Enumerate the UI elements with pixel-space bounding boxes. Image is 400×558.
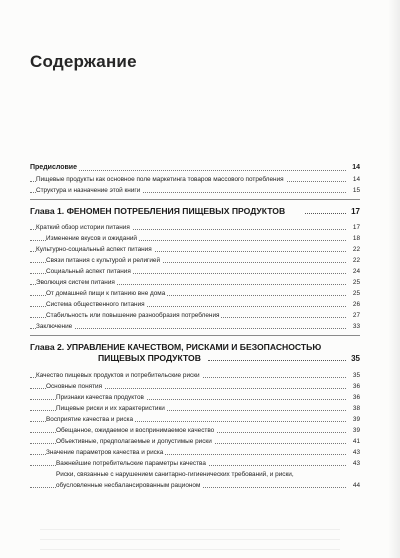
toc-entry[interactable] (30, 469, 360, 480)
toc-entry-label: Эволюция систем питания (36, 279, 115, 286)
chapter-1-title: Глава 1. ФЕНОМЕН ПОТРЕБЛЕНИЯ ПИЩЕВЫХ ПРОДУКТОВ (30, 206, 286, 216)
toc-entry[interactable] (30, 425, 360, 436)
toc-page-number: 24 (352, 268, 360, 275)
toc-entry-label: Заключение (36, 323, 73, 330)
page-edge-shadow (388, 0, 400, 558)
toc-entry[interactable] (30, 480, 360, 491)
toc-page-number: 25 (352, 290, 360, 297)
toc-page-number: 35 (352, 372, 360, 379)
toc-entry-label: Объективные, предполагаемые и допустимые риски (56, 438, 212, 445)
table-of-contents (30, 162, 360, 491)
toc-page-number: 39 (352, 416, 360, 423)
toc-page-number: 14 (350, 162, 360, 174)
toc-entry-label: Пищевые риски и их характеристики (56, 405, 165, 412)
page-title: Содержание (30, 52, 137, 71)
toc-page-number: 27 (352, 312, 360, 319)
toc-entry-label: Восприятие качества и риска (46, 416, 134, 423)
toc-entry[interactable] (30, 414, 360, 425)
chapter-2-entries (30, 370, 360, 491)
toc-page-number: 41 (352, 438, 360, 445)
toc-entry[interactable] (30, 392, 360, 403)
toc-page-number: 17 (352, 224, 360, 231)
toc-entry-label: Структура и назначение этой книги (36, 187, 141, 194)
toc-entry[interactable] (30, 174, 360, 185)
toc-page-number: 35 (351, 354, 360, 363)
toc-entry-label: От домашней пищи к питанию вне дома (46, 290, 166, 297)
bleed-through-text (40, 520, 340, 550)
toc-entry-label: Значение параметров качества и риска (46, 449, 164, 456)
toc-entry[interactable] (30, 436, 360, 447)
toc-entry[interactable] (30, 288, 360, 299)
toc-entry[interactable] (30, 255, 360, 266)
toc-entry-label: Качество пищевых продуктов и потребительские риски (36, 372, 200, 379)
toc-entry[interactable] (30, 370, 360, 381)
toc-entry-label: Обещанное, ожидаемое и воспринимаемое качество (56, 427, 215, 434)
toc-entry[interactable] (30, 277, 360, 288)
toc-entry-label: Риски, связанные с нарушением санитарно-гигиенических требований, и риски, (56, 471, 294, 478)
toc-preface-label: Предисловие (30, 164, 77, 171)
toc-page-number: 39 (352, 427, 360, 434)
toc-entry[interactable] (30, 266, 360, 277)
toc-entry-label: Система общественного питания (46, 301, 145, 308)
toc-entry[interactable] (30, 321, 360, 332)
toc-page-number: 36 (352, 383, 360, 390)
toc-page-number: 44 (352, 482, 360, 489)
toc-page-number: 36 (352, 394, 360, 401)
toc-entry[interactable] (30, 447, 360, 458)
toc-chapter-2-line-1[interactable] (30, 342, 360, 353)
toc-entry-label: Признаки качества продуктов (56, 394, 144, 401)
toc-chapter-1[interactable] (30, 206, 360, 217)
chapter-1-entries (30, 222, 360, 332)
toc-page-number: 43 (352, 460, 360, 467)
toc-entry-label: Пищевые продукты как основное поле маркетинга товаров массового потребления (36, 176, 284, 183)
section-separator (30, 335, 360, 336)
toc-entry-label: Социальный аспект питания (46, 268, 131, 275)
leader-dots (208, 360, 346, 361)
toc-page-number: 14 (352, 176, 360, 183)
toc-page-number: 33 (352, 323, 360, 330)
toc-page-number: 38 (352, 405, 360, 412)
toc-entry-label: Краткий обзор истории питания (36, 224, 130, 231)
leader-dots (305, 213, 346, 214)
toc-page-number: 25 (352, 279, 360, 286)
toc-page-number: 43 (352, 449, 360, 456)
toc-page-number: 26 (352, 301, 360, 308)
toc-page-number: 22 (352, 257, 360, 264)
toc-page-number: 18 (352, 235, 360, 242)
toc-entry[interactable] (30, 310, 360, 321)
toc-entry-label: Важнейшие потребительские параметры качества (56, 460, 206, 467)
toc-entry-label: Культурно-социальный аспект питания (36, 246, 152, 253)
toc-entry[interactable] (30, 185, 360, 196)
chapter-2-title-line-1: Глава 2. УПРАВЛЕНИЕ КАЧЕСТВОМ, РИСКАМИ И БЕЗОПАСНОСТЬЮ (30, 342, 322, 352)
toc-entry-label: Изменение вкусов и ожиданий (46, 235, 137, 242)
toc-entry-label: Основные понятия (46, 383, 103, 390)
toc-entry-label: обусловленные несбалансированным рационом (56, 482, 201, 489)
toc-entry[interactable] (30, 244, 360, 255)
toc-entry[interactable] (30, 233, 360, 244)
toc-page-number: 15 (352, 187, 360, 194)
toc-chapter-2-line-2[interactable] (30, 353, 360, 364)
toc-entry-label: Связи питания с культурой и религией (46, 257, 161, 264)
toc-entry[interactable] (30, 458, 360, 469)
toc-entry[interactable] (30, 381, 360, 392)
leader-dots (30, 328, 346, 329)
toc-page-number: 22 (352, 246, 360, 253)
chapter-2-title-line-2: ПИЩЕВЫХ ПРОДУКТОВ (98, 353, 201, 363)
toc-entry-label: Стабильность или повышение разнообразия потребления (46, 312, 220, 319)
toc-page-number: 17 (351, 207, 360, 216)
toc-entry[interactable] (30, 403, 360, 414)
toc-preface[interactable] (30, 162, 360, 174)
section-separator (30, 199, 360, 200)
toc-entry[interactable] (30, 222, 360, 233)
toc-entry[interactable] (30, 299, 360, 310)
